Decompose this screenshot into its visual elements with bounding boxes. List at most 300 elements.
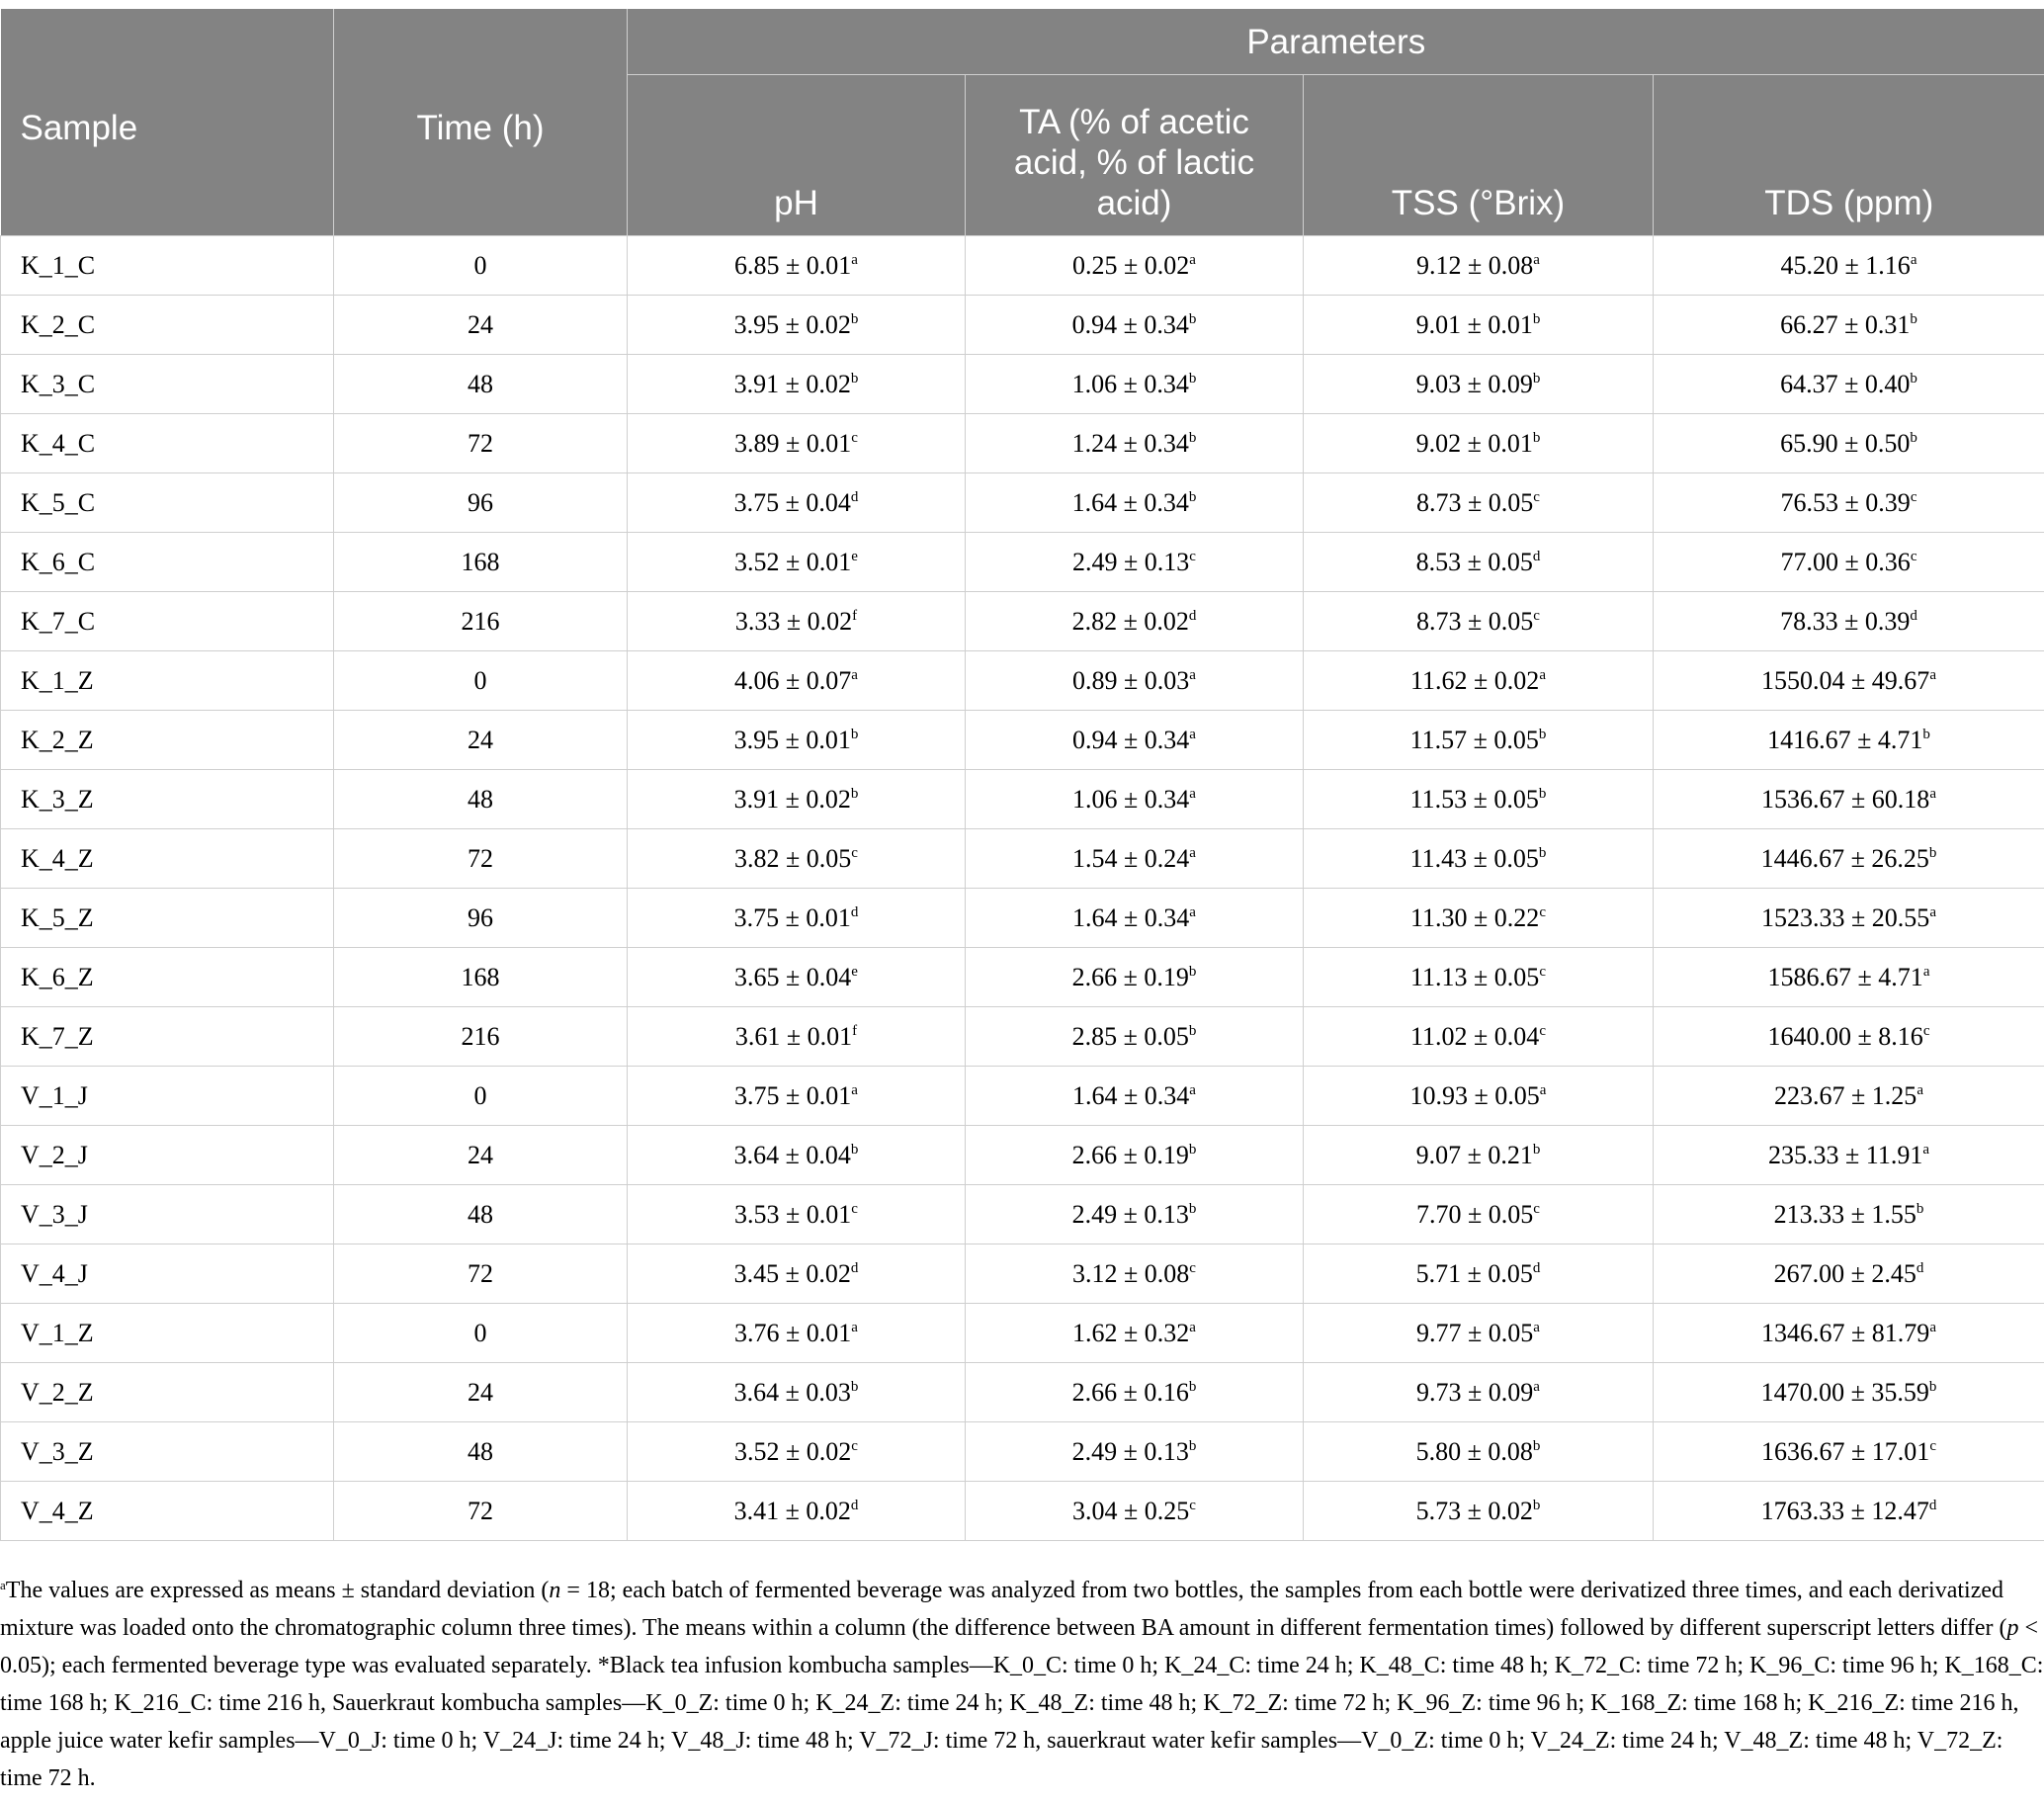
significance-letter: b (1188, 370, 1197, 386)
cell-ta (966, 1482, 1304, 1541)
significance-letter: c (1533, 607, 1540, 624)
table-row (1, 948, 2044, 1007)
significance-letter: a (1189, 785, 1196, 802)
cell-ta-value: 3.12 ± 0.08 (1072, 1258, 1190, 1288)
cell-ph-value: 3.91 ± 0.02 (733, 369, 851, 398)
cell-tss-value: 8.53 ± 0.05 (1415, 547, 1533, 576)
significance-letter: a (1929, 666, 1936, 683)
significance-letter: a (1189, 903, 1196, 920)
cell-ph-value: 3.75 ± 0.04 (733, 487, 851, 517)
cell-ph (628, 1363, 966, 1422)
significance-letter: c (851, 429, 858, 446)
cell-ta-value: 2.49 ± 0.13 (1071, 1199, 1189, 1229)
significance-letter: a (1533, 1319, 1540, 1335)
cell-ph-value: 3.95 ± 0.01 (733, 725, 851, 754)
cell-tds (1654, 473, 2044, 533)
cell-time (334, 1422, 628, 1482)
significance-letter: d (1188, 607, 1197, 624)
cell-ta-value: 0.94 ± 0.34 (1071, 309, 1189, 339)
cell-sample-value: V_1_Z (21, 1318, 94, 1347)
cell-tss-value: 11.13 ± 0.05 (1410, 962, 1540, 991)
significance-letter: b (1188, 1378, 1197, 1395)
cell-tss (1304, 711, 1654, 770)
cell-ph (628, 473, 966, 533)
cell-sample-value: K_4_Z (21, 843, 94, 873)
cell-ta-value: 2.49 ± 0.13 (1072, 547, 1190, 576)
cell-sample (1, 770, 334, 829)
cell-ph-value: 3.64 ± 0.04 (733, 1140, 851, 1169)
cell-tss-value: 11.30 ± 0.22 (1410, 902, 1540, 932)
cell-tss (1304, 948, 1654, 1007)
significance-letter: b (1538, 844, 1547, 861)
cell-ta (966, 889, 1304, 948)
significance-letter: b (850, 785, 859, 802)
cell-sample-value: V_3_J (21, 1199, 88, 1229)
cell-tss-value: 9.07 ± 0.21 (1415, 1140, 1533, 1169)
cell-sample-value: K_1_Z (21, 665, 94, 695)
cell-tds-value: 1416.67 ± 4.71 (1767, 725, 1923, 754)
cell-tds-value: 1446.67 ± 26.25 (1760, 843, 1929, 873)
cell-sample (1, 1482, 334, 1541)
cell-tds-value: 235.33 ± 11.91 (1768, 1140, 1923, 1169)
cell-time (334, 889, 628, 948)
significance-letter: c (851, 1200, 858, 1217)
cell-ta (966, 770, 1304, 829)
cell-tss-value: 11.43 ± 0.05 (1409, 843, 1539, 873)
significance-letter: c (1189, 1497, 1196, 1513)
cell-time-value: 48 (468, 369, 493, 398)
cell-ta-value: 1.62 ± 0.32 (1072, 1318, 1190, 1347)
cell-tss (1304, 1363, 1654, 1422)
cell-sample (1, 889, 334, 948)
table-row (1, 770, 2044, 829)
cell-ta-value: 1.54 ± 0.24 (1072, 843, 1190, 873)
cell-sample-value: V_4_Z (21, 1496, 94, 1525)
significance-letter: b (1188, 963, 1197, 980)
cell-ta-value: 2.82 ± 0.02 (1071, 606, 1189, 636)
cell-ta (966, 236, 1304, 296)
cell-ta (966, 1126, 1304, 1185)
significance-letter: a (1929, 1319, 1936, 1335)
cell-tds (1654, 1363, 2044, 1422)
cell-time (334, 651, 628, 711)
cell-ph (628, 296, 966, 355)
significance-letter: b (1188, 310, 1197, 327)
table-row (1, 533, 2044, 592)
cell-ph-value: 3.95 ± 0.02 (733, 309, 851, 339)
header-time: Time (h) (334, 9, 628, 236)
cell-ta-value: 1.24 ± 0.34 (1071, 428, 1189, 458)
cell-ta-value: 2.66 ± 0.19 (1071, 962, 1189, 991)
cell-tss-value: 9.73 ± 0.09 (1416, 1377, 1534, 1407)
cell-time-value: 72 (468, 1258, 493, 1288)
cell-time-value: 0 (473, 1318, 487, 1347)
cell-ta-value: 1.06 ± 0.34 (1072, 784, 1190, 814)
cell-ta (966, 829, 1304, 889)
cell-tss (1304, 1422, 1654, 1482)
cell-time (334, 236, 628, 296)
cell-sample (1, 296, 334, 355)
table-row (1, 1126, 2044, 1185)
cell-ta-value: 1.06 ± 0.34 (1071, 369, 1189, 398)
cell-tss-value: 5.80 ± 0.08 (1415, 1436, 1533, 1466)
cell-time (334, 1304, 628, 1363)
significance-letter: b (1916, 1200, 1924, 1217)
significance-letter: b (1532, 1141, 1541, 1158)
cell-ph-value: 6.85 ± 0.01 (734, 250, 852, 280)
cell-time-value: 216 (461, 606, 500, 636)
cell-tds-value: 213.33 ± 1.55 (1773, 1199, 1916, 1229)
significance-letter: b (1532, 370, 1541, 386)
table-row (1, 355, 2044, 414)
table-row (1, 1304, 2044, 1363)
cell-time (334, 829, 628, 889)
cell-time (334, 948, 628, 1007)
table-row (1, 296, 2044, 355)
cell-sample-value: K_3_Z (21, 784, 94, 814)
cell-ph (628, 1482, 966, 1541)
cell-ta (966, 473, 1304, 533)
cell-tds (1654, 889, 2044, 948)
cell-tds-value: 77.00 ± 0.36 (1780, 547, 1911, 576)
header-ta-text: TA (% of acetic acid, % of lactic acid) (1013, 103, 1255, 222)
cell-sample-value: K_6_C (21, 547, 96, 576)
cell-ta (966, 1304, 1304, 1363)
cell-tss (1304, 1126, 1654, 1185)
cell-ph (628, 1422, 966, 1482)
cell-tss-value: 9.12 ± 0.08 (1416, 250, 1534, 280)
significance-letter: a (1929, 785, 1936, 802)
footnote-marker: a (0, 1578, 6, 1592)
cell-tds (1654, 1067, 2044, 1126)
significance-letter: a (1929, 903, 1936, 920)
cell-time-value: 0 (473, 1080, 487, 1110)
significance-letter: b (850, 1141, 859, 1158)
cell-time-value: 24 (468, 725, 493, 754)
significance-letter: a (1916, 1081, 1923, 1098)
significance-letter: b (1532, 310, 1541, 327)
cell-sample-value: K_7_Z (21, 1021, 94, 1051)
table-row (1, 1422, 2044, 1482)
cell-tds (1654, 1304, 2044, 1363)
cell-sample (1, 829, 334, 889)
cell-tds-value: 1346.67 ± 81.79 (1761, 1318, 1930, 1347)
significance-letter: e (851, 548, 858, 564)
significance-letter: a (1189, 844, 1196, 861)
cell-tds-value: 223.67 ± 1.25 (1774, 1080, 1917, 1110)
table-row (1, 236, 2044, 296)
cell-tds (1654, 296, 2044, 355)
cell-tss (1304, 1304, 1654, 1363)
cell-tss-value: 5.73 ± 0.02 (1415, 1496, 1533, 1525)
significance-letter: b (850, 1378, 859, 1395)
cell-ta-value: 0.89 ± 0.03 (1072, 665, 1190, 695)
cell-tds (1654, 1422, 2044, 1482)
footnote-p: p (2006, 1615, 2019, 1641)
cell-time (334, 1482, 628, 1541)
table-row (1, 1007, 2044, 1067)
cell-tds-value: 1470.00 ± 35.59 (1760, 1377, 1929, 1407)
results-table (0, 9, 2044, 1541)
cell-time-value: 96 (468, 902, 493, 932)
cell-ph-value: 3.75 ± 0.01 (734, 1080, 852, 1110)
table-row (1, 473, 2044, 533)
cell-tss (1304, 651, 1654, 711)
cell-time-value: 0 (473, 665, 487, 695)
cell-ta-value: 2.85 ± 0.05 (1071, 1021, 1189, 1051)
cell-time-value: 216 (461, 1021, 500, 1051)
cell-ta (966, 592, 1304, 651)
header-sample: Sample (1, 9, 334, 236)
cell-sample (1, 355, 334, 414)
cell-tss-value: 9.03 ± 0.09 (1415, 369, 1533, 398)
significance-letter: b (1188, 488, 1197, 505)
cell-sample (1, 1304, 334, 1363)
cell-ta (966, 711, 1304, 770)
cell-tss (1304, 770, 1654, 829)
table-row (1, 1185, 2044, 1244)
cell-ph-value: 4.06 ± 0.07 (734, 665, 852, 695)
cell-tds-value: 64.37 ± 0.40 (1780, 369, 1911, 398)
cell-tds (1654, 829, 2044, 889)
cell-time (334, 592, 628, 651)
cell-tds (1654, 770, 2044, 829)
cell-time (334, 711, 628, 770)
significance-letter: d (1916, 1259, 1924, 1276)
cell-time (334, 1126, 628, 1185)
cell-tds (1654, 414, 2044, 473)
cell-time (334, 296, 628, 355)
cell-ph-value: 3.52 ± 0.01 (734, 547, 852, 576)
cell-ph-value: 3.53 ± 0.01 (734, 1199, 852, 1229)
significance-letter: a (851, 251, 858, 268)
cell-ph (628, 236, 966, 296)
significance-letter: d (850, 903, 859, 920)
cell-tss (1304, 1067, 1654, 1126)
cell-sample-value: V_3_Z (21, 1436, 94, 1466)
cell-time-value: 72 (468, 428, 493, 458)
significance-letter: b (1188, 1022, 1197, 1039)
cell-tds-value: 76.53 ± 0.39 (1780, 487, 1911, 517)
table-row (1, 592, 2044, 651)
cell-tds-value: 1536.67 ± 60.18 (1761, 784, 1930, 814)
cell-sample (1, 651, 334, 711)
significance-letter: b (1922, 726, 1930, 742)
cell-tds-value: 78.33 ± 0.39 (1780, 606, 1911, 636)
significance-letter: a (851, 666, 858, 683)
cell-ta-value: 1.64 ± 0.34 (1072, 902, 1190, 932)
cell-ph-value: 3.91 ± 0.02 (733, 784, 851, 814)
cell-tss-value: 11.57 ± 0.05 (1409, 725, 1539, 754)
significance-letter: c (1539, 963, 1546, 980)
cell-tds (1654, 1126, 2044, 1185)
significance-letter: e (851, 963, 858, 980)
cell-tds (1654, 236, 2044, 296)
significance-letter: f (852, 607, 858, 624)
header-ta (966, 75, 1304, 236)
significance-letter: b (1538, 726, 1547, 742)
cell-sample (1, 711, 334, 770)
cell-ta (966, 1244, 1304, 1304)
significance-letter: b (1188, 1437, 1197, 1454)
cell-ta (966, 651, 1304, 711)
significance-letter: b (1538, 785, 1547, 802)
significance-letter: a (1189, 666, 1196, 683)
cell-tds (1654, 592, 2044, 651)
cell-tss-value: 9.01 ± 0.01 (1415, 309, 1533, 339)
cell-sample-value: V_4_J (21, 1258, 88, 1288)
table-row (1, 1482, 2044, 1541)
cell-tds-value: 1586.67 ± 4.71 (1767, 962, 1923, 991)
cell-ph (628, 1067, 966, 1126)
cell-time-value: 48 (468, 1199, 493, 1229)
cell-time (334, 414, 628, 473)
cell-tds-value: 1636.67 ± 17.01 (1761, 1436, 1930, 1466)
cell-tds-value: 65.90 ± 0.50 (1780, 428, 1911, 458)
cell-ph-value: 3.33 ± 0.02 (734, 606, 853, 636)
significance-letter: c (1910, 488, 1917, 505)
cell-tds (1654, 355, 2044, 414)
significance-letter: b (1532, 1437, 1541, 1454)
cell-tss (1304, 414, 1654, 473)
cell-ph-value: 3.64 ± 0.03 (733, 1377, 851, 1407)
significance-letter: d (850, 1497, 859, 1513)
significance-letter: c (1189, 1259, 1196, 1276)
footnote-part3: < 0.05); each fermented beverage type was evaluated separately. *Black tea infusion kombucha samples—K_0_C: time 0 h; K_24_C: time 24 h; K_48_C: time 48 h; K_72_C: time 72 h; K_96_C: time 96 h; K_168_C: time 168 h; K_216_C: time 216 h, Sauerkraut kombucha samples—K_0_Z: time 0 h; K_24_Z: time 24 h; K_48_Z: time 48 h; K_72_Z: time 72 h; K_96_Z: time 96 h; K_168_Z: time 168 h; K_216_Z: time 216 h, apple juice water kefir samples—V_0_J: time 0 h; V_24_J: time 24 h; V_48_J: time 48 h; V_72_J: time 72 h, sauerkraut water kefir samples—V_0_Z: time 0 h; V_24_Z: time 24 h; V_48_Z: time 48 h; V_72_Z: time 72 h. (0, 1615, 2044, 1791)
significance-letter: b (1928, 844, 1937, 861)
cell-ph (628, 1007, 966, 1067)
cell-sample (1, 533, 334, 592)
cell-ph-value: 3.76 ± 0.01 (734, 1318, 852, 1347)
significance-letter: a (851, 1081, 858, 1098)
significance-letter: d (850, 488, 859, 505)
significance-letter: a (1189, 726, 1196, 742)
cell-ph-value: 3.45 ± 0.02 (733, 1258, 851, 1288)
cell-ph-value: 3.61 ± 0.01 (734, 1021, 853, 1051)
cell-tss (1304, 1244, 1654, 1304)
significance-letter: c (1533, 1200, 1540, 1217)
cell-time-value: 0 (473, 250, 487, 280)
cell-ta (966, 1007, 1304, 1067)
significance-letter: c (1539, 903, 1546, 920)
cell-tds-value: 1523.33 ± 20.55 (1761, 902, 1930, 932)
table-header (1, 9, 2044, 236)
cell-ph (628, 1185, 966, 1244)
cell-tss-value: 8.73 ± 0.05 (1416, 487, 1534, 517)
cell-time-value: 48 (468, 1436, 493, 1466)
cell-tss (1304, 1185, 1654, 1244)
cell-sample (1, 414, 334, 473)
cell-tds-value: 1550.04 ± 49.67 (1761, 665, 1930, 695)
significance-letter: a (1539, 666, 1546, 683)
cell-sample (1, 592, 334, 651)
header-tss: TSS (°Brix) (1304, 75, 1654, 236)
table-row (1, 889, 2044, 948)
cell-ta-value: 0.94 ± 0.34 (1072, 725, 1190, 754)
significance-letter: c (1189, 548, 1196, 564)
cell-time (334, 770, 628, 829)
cell-ph (628, 829, 966, 889)
significance-letter: d (1532, 1259, 1541, 1276)
cell-ta-value: 2.49 ± 0.13 (1071, 1436, 1189, 1466)
significance-letter: d (1910, 607, 1917, 624)
cell-tss (1304, 296, 1654, 355)
cell-tss (1304, 236, 1654, 296)
cell-tss (1304, 592, 1654, 651)
cell-sample-value: K_3_C (21, 369, 96, 398)
cell-ph (628, 889, 966, 948)
cell-time-value: 72 (468, 843, 493, 873)
cell-sample-value: K_1_C (21, 250, 96, 280)
cell-sample (1, 1422, 334, 1482)
cell-sample-value: K_5_Z (21, 902, 94, 932)
cell-time-value: 24 (468, 1140, 493, 1169)
cell-tss-value: 8.73 ± 0.05 (1416, 606, 1534, 636)
significance-letter: b (1532, 1497, 1541, 1513)
header-tds: TDS (ppm) (1654, 75, 2044, 236)
cell-sample-value: K_6_Z (21, 962, 94, 991)
cell-ph (628, 1126, 966, 1185)
cell-ta-value: 1.64 ± 0.34 (1071, 487, 1189, 517)
cell-tss (1304, 889, 1654, 948)
cell-ta (966, 414, 1304, 473)
cell-ph-value: 3.75 ± 0.01 (733, 902, 851, 932)
cell-sample (1, 236, 334, 296)
cell-ta-value: 0.25 ± 0.02 (1072, 250, 1190, 280)
cell-ph (628, 711, 966, 770)
cell-tss (1304, 533, 1654, 592)
table-body (1, 236, 2044, 1541)
significance-letter: b (1910, 429, 1917, 446)
significance-letter: b (850, 370, 859, 386)
significance-letter: b (1188, 1200, 1197, 1217)
significance-letter: a (1189, 251, 1196, 268)
cell-ta (966, 1067, 1304, 1126)
cell-ph-value: 3.89 ± 0.01 (734, 428, 852, 458)
cell-tss-value: 9.77 ± 0.05 (1416, 1318, 1534, 1347)
cell-sample-value: V_2_Z (21, 1377, 94, 1407)
cell-ta (966, 1422, 1304, 1482)
cell-tds (1654, 1185, 2044, 1244)
cell-sample (1, 1126, 334, 1185)
cell-sample (1, 1067, 334, 1126)
cell-ph (628, 651, 966, 711)
cell-ph (628, 592, 966, 651)
cell-sample-value: K_5_C (21, 487, 96, 517)
cell-tds (1654, 711, 2044, 770)
significance-letter: a (1533, 251, 1540, 268)
cell-tds-value: 267.00 ± 2.45 (1773, 1258, 1916, 1288)
cell-time-value: 96 (468, 487, 493, 517)
cell-tss (1304, 473, 1654, 533)
cell-tss-value: 11.53 ± 0.05 (1409, 784, 1539, 814)
significance-letter: d (1532, 548, 1541, 564)
footnote-part2: = 18; each batch of fermented beverage was analyzed from two bottles, the samples from each bottle were derivatized three times, and each derivatized mixture was loaded onto the chromatographic column three times). The means within a column (the difference between BA amount in different fermentation times) followed by different superscript letters differ ( (0, 1578, 2007, 1641)
cell-tds (1654, 533, 2044, 592)
cell-ta-value: 3.04 ± 0.25 (1072, 1496, 1190, 1525)
header-parameters: Parameters (628, 9, 2044, 75)
cell-sample-value: V_1_J (21, 1080, 88, 1110)
cell-ph-value: 3.82 ± 0.05 (734, 843, 852, 873)
cell-ph (628, 770, 966, 829)
cell-tds (1654, 1007, 2044, 1067)
significance-letter: d (1928, 1497, 1937, 1513)
cell-sample (1, 1185, 334, 1244)
significance-letter: c (1910, 548, 1917, 564)
cell-ph (628, 948, 966, 1007)
cell-time (334, 533, 628, 592)
significance-letter: b (1928, 1378, 1937, 1395)
